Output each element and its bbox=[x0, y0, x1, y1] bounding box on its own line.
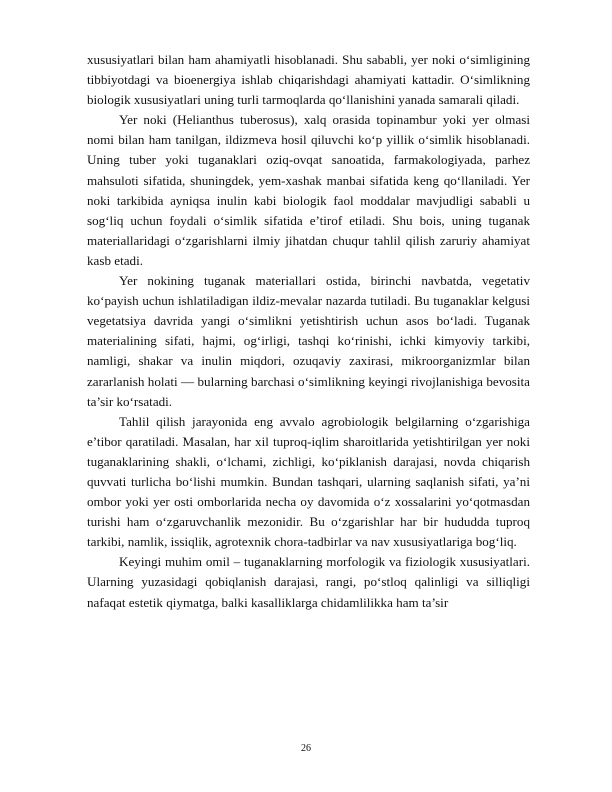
paragraph-tahlil-jarayoni: Tahlil qilish jarayonida eng avvalo agrobiologik belgilarning o‘zgarishiga e’tibor qaratiladi. Masalan, har xil tuproq-iqlim sharoitlarida yetishtirilgan yer noki tuganaklarining shakli, o‘lchami, zichligi, ko‘piklanish darajasi, novda chiqarish quvvati turlicha bo‘lishi mumkin. Bundan tashqari, ularning saqlanish sifati, ya’ni ombor yoki yer osti omborlarida necha oy davomida o‘z xossalarini yo‘qotmasdan turishi ham o‘zgaruvchanlik mezonidir. Bu o‘zgarishlar har bir hududda tuproq tarkibi, namlik, issiqlik, agrotexnik chora-tadbirlar va nav xususiyatlariga bog‘liq. bbox=[87, 413, 530, 550]
page-number: 26 bbox=[301, 743, 311, 754]
paragraph-continuation: xususiyatlari bilan ham ahamiyatli hisoblanadi. Shu sababli, yer noki o‘simligining tibbiyotdagi va bioenergiya ishlab chiqarishdagi ahamiyati kattadir. O‘simlikning biologik xususiyatlari uning turli tarmoqlarda qo‘llanishini yanada samarali qiladi. bbox=[87, 52, 530, 108]
paragraph-keyingi-omil: Keyingi muhim omil – tuganaklarning morfologik va fiziologik xususiyatlari. Ularning yuzasidagi qobiqlanish darajasi, rangi, po‘stloq qalinligi va silliqligi nafaqat estetik qiymatga, balki kasalliklarga chidamlilikka ham ta’sir bbox=[87, 554, 530, 610]
paragraph-tuganak-materiallari: Yer nokining tuganak materiallari ostida, birinchi navbatda, vegetativ ko‘payish uchun ishlatiladigan ildiz-mevalar nazarda tutiladi. Bu tuganaklar kelgusi vegetatsiya davrida yangi o‘simlikni yetishtirish uchun asos bo‘ladi. Tuganak materialining sifati, hajmi, og‘irligi, tashqi ko‘rinishi, ichki kimyoviy tarkibi, namligi, shakar va inulin miqdori, ozuqaviy zaxirasi, mikroorganizmlar bilan zararlanish holati — bularning barchasi o‘simlikning keyingi rivojlanishiga bevosita ta’sir ko‘rsatadi. bbox=[87, 273, 530, 409]
body-text bbox=[87, 50, 530, 613]
paragraph-yer-noki-intro: Yer noki (Helianthus tuberosus), xalq orasida topinambur yoki yer olmasi nomi bilan ham tanilgan, ildizmeva hosil qiluvchi ko‘p yillik o‘simlik hisoblanadi. Uning tuber yoki tuganaklari oziq-ovqat sanoatida, farmakologiyada, parhez mahsuloti sifatida, shuningdek, yem-xashak manbai sifatida keng qo‘llaniladi. Yer noki tarkibida ayniqsa inulin kabi biologik faol moddalar mavjudligi sababli u sog‘liq uchun foydali o‘simlik sifatida e’tirof etiladi. Shu bois, uning tuganak materiallaridagi o‘zgarishlarni ilmiy jihatdan chuqur tahlil qilish zaruriy ahamiyat kasb etadi. bbox=[87, 112, 530, 268]
